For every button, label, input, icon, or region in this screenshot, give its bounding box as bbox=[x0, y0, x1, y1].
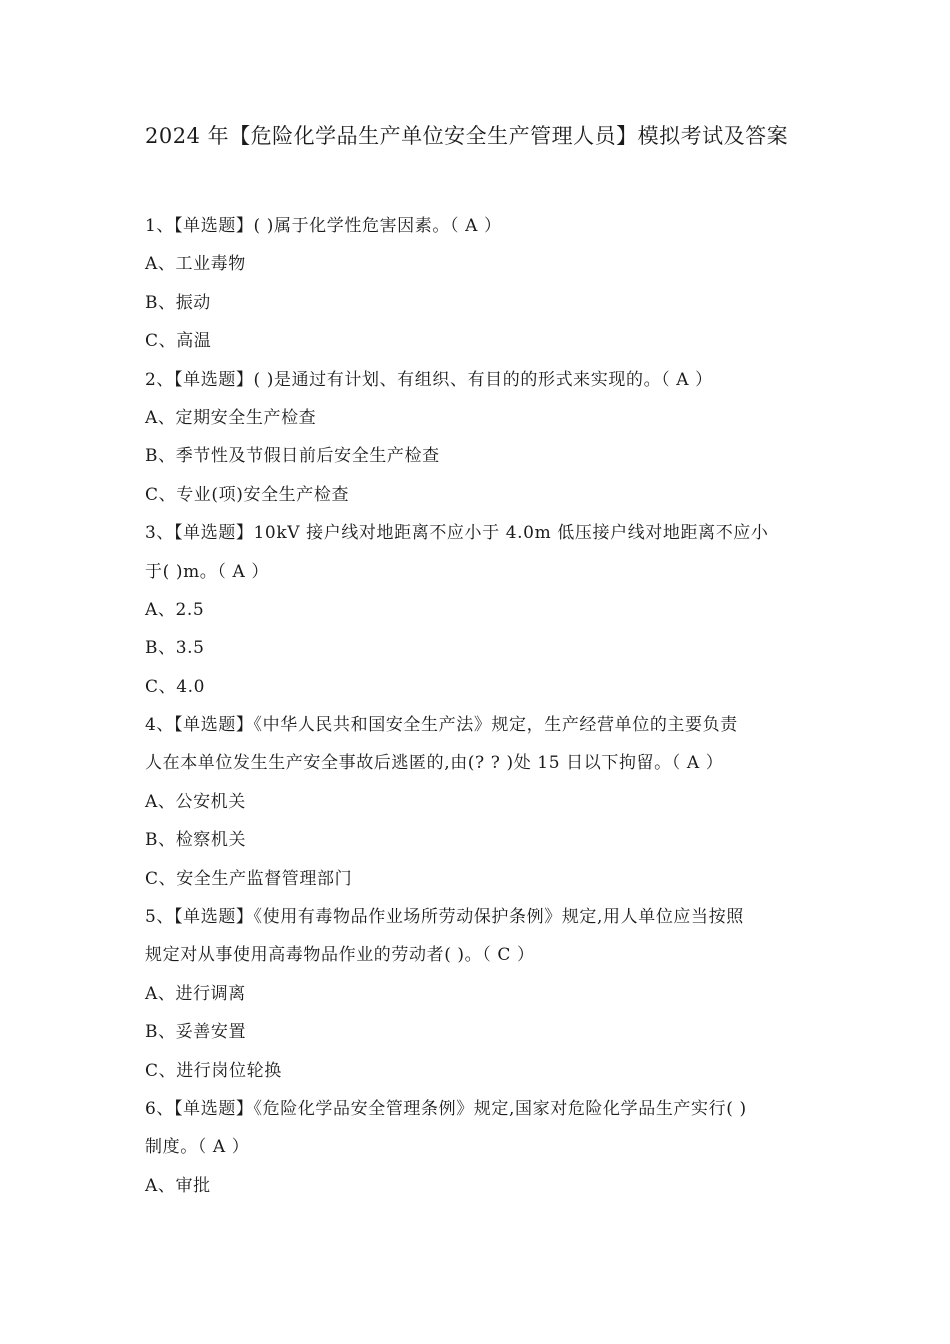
question-1-option-c: C、高温 bbox=[145, 331, 212, 352]
question-5-stem-line-1: 5、【单选题】《使用有毒物品作业场所劳动保护条例》规定,用人单位应当按照 bbox=[145, 907, 744, 928]
question-1-option-a: A、工业毒物 bbox=[145, 254, 246, 275]
question-1-stem: 1、【单选题】( )属于化学性危害因素。（ A ） bbox=[145, 216, 502, 236]
document-title: 2024 年【危险化学品生产单位安全生产管理人员】模拟考试及答案 bbox=[145, 124, 789, 148]
question-6-stem-line-2: 制度。（ A ） bbox=[145, 1137, 250, 1158]
question-list bbox=[145, 207, 815, 1205]
question-4-option-c: C、安全生产监督管理部门 bbox=[145, 868, 353, 889]
question-5-option-a: A、进行调离 bbox=[145, 983, 246, 1004]
question-3-stem-line-2: 于( )m。（ A ） bbox=[145, 561, 269, 582]
question-1-option-b: B、振动 bbox=[145, 292, 211, 313]
question-3-option-a: A、2.5 bbox=[145, 599, 205, 620]
question-2-option-b: B、季节性及节假日前后安全生产检查 bbox=[145, 446, 440, 467]
question-4-stem-line-2: 人在本单位发生生产安全事故后逃匿的,由(? ? )处 15 日以下拘留。（ A ） bbox=[145, 753, 724, 774]
question-5-option-c: C、进行岗位轮换 bbox=[145, 1060, 282, 1081]
question-4-option-a: A、公安机关 bbox=[145, 791, 246, 812]
question-3-option-b: B、3.5 bbox=[145, 638, 205, 659]
question-3-option-c: C、4.0 bbox=[145, 676, 206, 697]
question-4-stem-line-1: 4、【单选题】《中华人民共和国安全生产法》规定，生产经营单位的主要负责 bbox=[145, 715, 738, 736]
question-2-stem: 2、【单选题】( )是通过有计划、有组织、有目的的形式来实现的。（ A ） bbox=[145, 369, 713, 390]
question-5-stem-line-2: 规定对从事使用高毒物品作业的劳动者( )。（ C ） bbox=[145, 945, 535, 966]
question-2-option-c: C、专业(项)安全生产检查 bbox=[145, 484, 350, 505]
question-6-option-a: A、审批 bbox=[145, 1175, 211, 1196]
question-2-option-a: A、定期安全生产检查 bbox=[145, 407, 317, 428]
question-5-option-b: B、妥善安置 bbox=[145, 1022, 247, 1043]
question-6-stem-line-1: 6、【单选题】《危险化学品安全管理条例》规定,国家对危险化学品生产实行( ) bbox=[145, 1098, 747, 1119]
question-4-option-b: B、检察机关 bbox=[145, 830, 247, 851]
question-3-stem-line-1: 3、【单选题】10kV 接户线对地距离不应小于 4.0m 低压接户线对地距离不应小 bbox=[145, 523, 769, 544]
